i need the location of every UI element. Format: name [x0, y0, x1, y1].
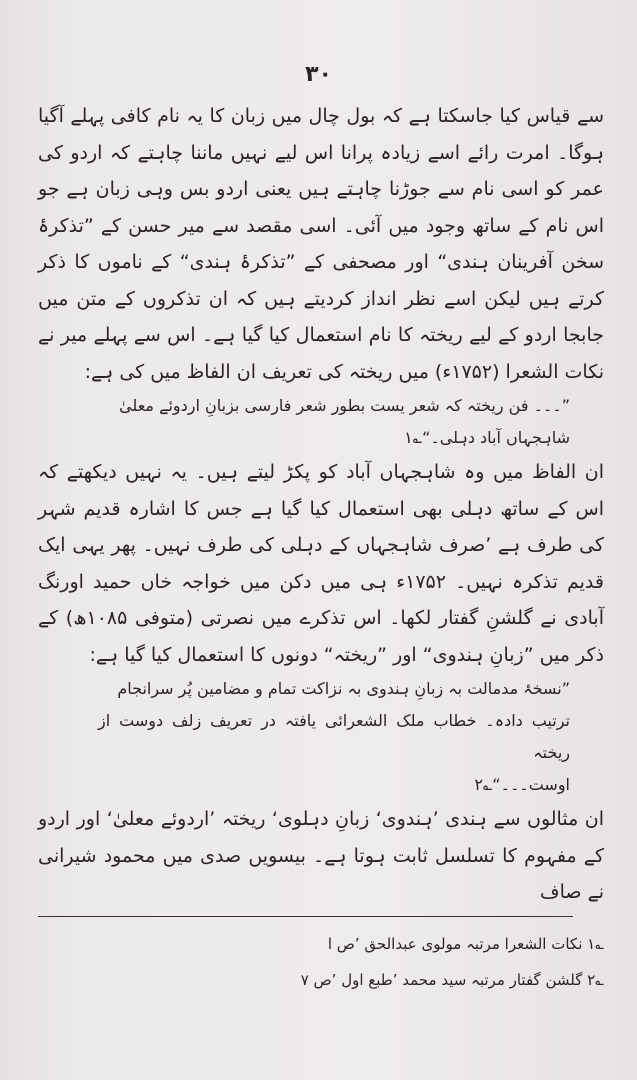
quote-2-line-3: اوست۔۔۔“؎۲ — [474, 775, 570, 794]
paragraph-1: سے قیاس کیا جاسکتا ہے کہ بول چال میں زبان کا یہ نام کافی پہلے آگیا ہوگا۔ امرت رائے اسے زیادہ پرانا اس لیے نہیں ماننا چاہتے کہ اردو کی عمر کو اسی نام سے جوڑنا چاہتے ہیں یعنی اردو بس وہی زبان ہے جو اس نام کے ساتھ وجود میں آئی۔ اسی مقصد سے میر حسن کے ”تذکرۂ سخن آفرینان ہندی“ اور مصحفی کے ”تذکرۂ ہندی“ کے ناموں کا ذکر کرتے ہیں لیکن اسے نظر انداز کردیتے ہیں کہ ان تذکروں کے متن میں جابجا اردو کے لیے ریختہ کا نام استعمال کیا گیا ہے۔ اس سے پہلے میر نے نکات الشعرا (۱۷۵۲ء) میں ریختہ کی تعریف ان الفاظ میں کی ہے: — [38, 105, 604, 383]
page-number: ۳۰ — [305, 62, 332, 87]
quote-2-line-2: ترتیب دادہ۔ خطاب ملک الشعرائی یافتہ در تعریف زلف دوست از ریختہ — [98, 711, 570, 762]
footnote-1: ؎۱ نکات الشعرا مرتبہ مولوی عبدالحق ’ص ا — [327, 935, 604, 953]
footnotes — [38, 926, 604, 998]
footnote-2: ؎۲ گلشن گفتار مرتبہ سید محمد ’طبع اول ’ص ۷ — [300, 971, 604, 989]
paragraph-3: ان مثالوں سے ہندی ’ہندوی‘ زبانِ دہلوی‘ ریختہ ’اردوئے معلیٰ‘ اور اردو کے مفہوم کا تسلسل ثابت ہوتا ہے۔ بیسویں صدی میں محمود شیرانی نے صاف — [38, 808, 604, 903]
quote-1-line-2: شاہجہاں آباد دہلی۔“؎۱ — [404, 428, 570, 447]
main-text — [38, 98, 604, 911]
footnote-divider — [38, 916, 573, 917]
quote-1-line-1: ”۔۔۔ فن ریختہ کہ شعر یست بطور شعر فارسی بزبانِ اردوئے معلیٰ — [119, 396, 570, 415]
quote-2-line-1: ”نسخۂ مدمالت بہ زبانِ ہندوی بہ نزاکت تمام و مضامین پُر سرانجام — [117, 679, 570, 698]
paragraph-2: ان الفاظ میں وہ شاہجہاں آباد کو پکڑ لیتے ہیں۔ یہ نہیں دیکھتے کہ اس کے ساتھ دہلی بھی استعمال کیا گیا ہے جس کا اشارہ قدیم شہر کی طرف ہے ’صرف شاہجہاں کے دہلی کی طرف نہیں۔ پھر یہی ایک قدیم تذکرہ نہیں۔ ۱۷۵۲ء ہی میں دکن میں خواجہ خاں حمید اورنگ آبادی نے گلشنِ گفتار لکھا۔ اس تذکرے میں نصرتی (متوفی ۱۰۸۵ھ) کے ذکر میں ”زبانِ ہندوی“ اور ”ریختہ“ دونوں کا استعمال کیا گیا ہے: — [38, 461, 604, 666]
